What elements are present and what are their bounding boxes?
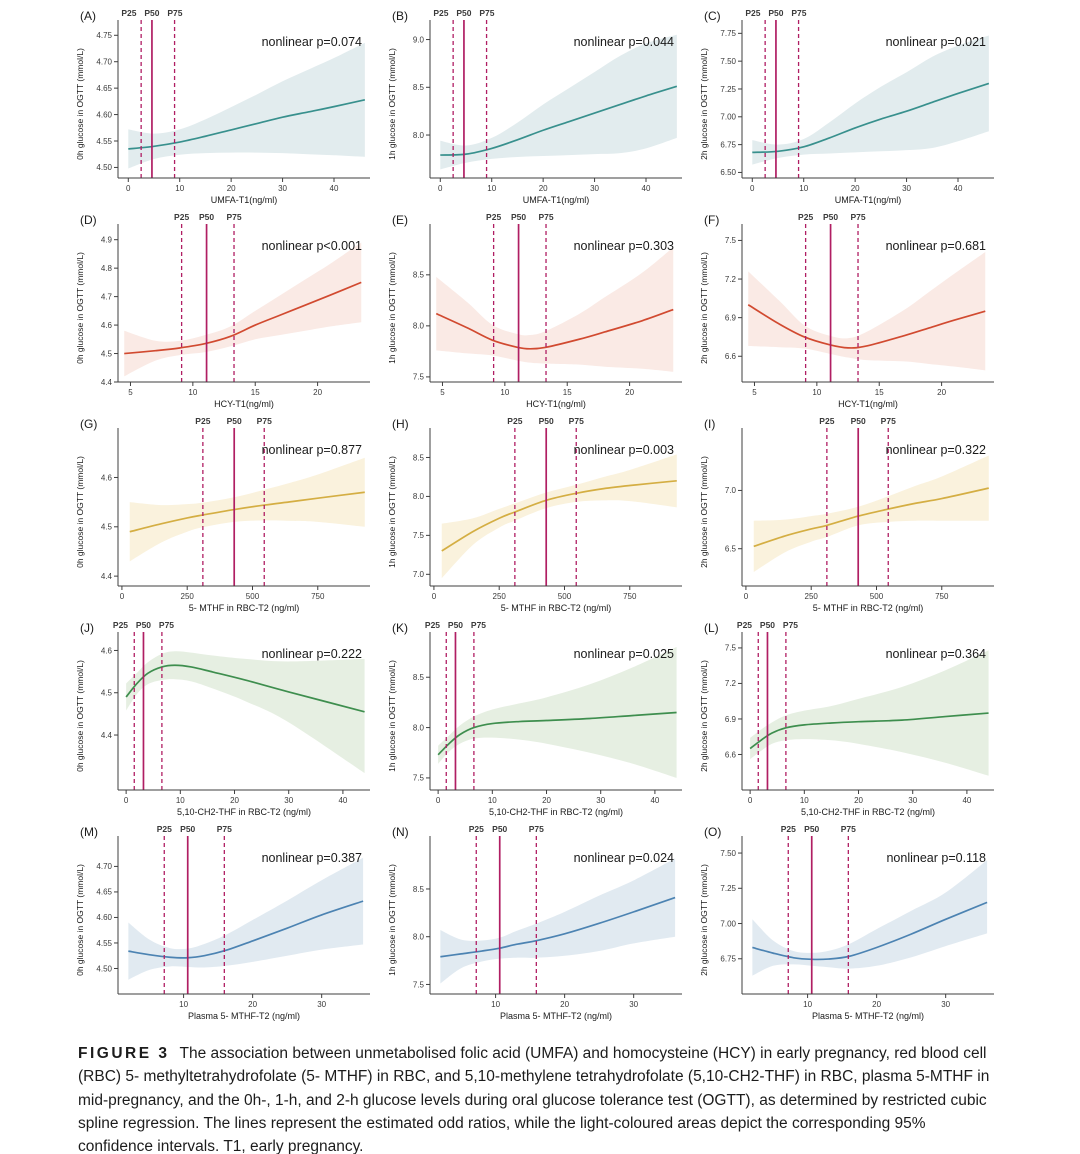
y-tick-label: 4.50 — [96, 163, 112, 173]
x-tick-label: 20 — [937, 388, 947, 397]
panel-N — [384, 822, 696, 1026]
y-tick-label: 7.00 — [720, 919, 736, 929]
y-tick-label: 8.0 — [412, 932, 424, 942]
confidence-band — [128, 858, 363, 980]
nonlinear-p-value: nonlinear p=0.118 — [886, 851, 986, 865]
panel-M-chart — [72, 822, 377, 1026]
y-tick-label: 8.5 — [412, 270, 424, 280]
nonlinear-p-value: nonlinear p=0.222 — [261, 647, 362, 661]
p25-label: P25 — [507, 416, 523, 426]
y-axis-label: 0h glucose in OGTT (mmol/L) — [75, 660, 85, 772]
panel-I — [696, 414, 1008, 618]
p50-label: P50 — [199, 212, 215, 222]
x-tick-label: 30 — [278, 184, 288, 193]
y-tick-label: 8.5 — [412, 453, 424, 463]
x-tick-label: 5 — [752, 388, 757, 397]
x-axis-label: 5- MTHF in RBC-T2 (ng/ml) — [188, 603, 300, 613]
y-tick-label: 6.6 — [724, 352, 736, 362]
y-tick-label: 7.5 — [412, 531, 424, 541]
x-tick-label: 40 — [338, 796, 348, 805]
y-tick-label: 7.2 — [724, 274, 736, 284]
x-tick-label: 10 — [803, 1000, 813, 1009]
y-tick-label: 8.5 — [412, 83, 424, 93]
nonlinear-p-value: nonlinear p=0.364 — [885, 647, 986, 661]
y-tick-label: 7.25 — [720, 884, 736, 894]
nonlinear-p-value: nonlinear p=0.025 — [573, 647, 674, 661]
p25-label: P25 — [156, 824, 172, 834]
panel-B-chart — [384, 6, 689, 210]
figure-caption — [78, 1042, 1002, 1154]
y-tick-label: 4.5 — [100, 522, 112, 532]
panel-A-chart — [72, 6, 377, 210]
x-tick-label: 0 — [750, 184, 755, 193]
y-axis-label: 0h glucose in OGTT (mmol/L) — [75, 48, 85, 160]
y-tick-label: 6.6 — [724, 750, 736, 760]
nonlinear-p-value: nonlinear p=0.681 — [885, 239, 986, 253]
x-tick-label: 40 — [962, 796, 972, 805]
nonlinear-p-value: nonlinear p=0.021 — [885, 35, 986, 49]
x-tick-label: 30 — [629, 1000, 639, 1009]
panel-F — [696, 210, 1008, 414]
x-axis-label: 5- MTHF in RBC-T2 (ng/ml) — [500, 603, 612, 613]
p25-label: P25 — [745, 8, 761, 18]
x-tick-label: 30 — [902, 184, 912, 193]
x-tick-label: 30 — [590, 184, 600, 193]
y-tick-label: 4.55 — [96, 136, 112, 146]
panel-L-chart — [696, 618, 1001, 822]
x-tick-label: 250 — [492, 592, 506, 601]
y-tick-label: 8.0 — [412, 130, 424, 140]
y-tick-label: 7.5 — [724, 236, 736, 246]
x-tick-label: 15 — [250, 388, 260, 397]
nonlinear-p-value: nonlinear p<0.001 — [261, 239, 362, 253]
panel-letter: (K) — [392, 621, 408, 635]
p75-label: P75 — [791, 8, 807, 18]
y-tick-label: 6.5 — [724, 544, 736, 554]
panel-A — [72, 6, 384, 210]
y-axis-label: 1h glucose in OGTT (mmol/L) — [387, 660, 397, 772]
y-axis-label: 0h glucose in OGTT (mmol/L) — [75, 864, 85, 976]
p50-label: P50 — [180, 824, 196, 834]
x-tick-label: 30 — [317, 1000, 327, 1009]
y-tick-label: 4.9 — [100, 235, 112, 245]
nonlinear-p-value: nonlinear p=0.877 — [261, 443, 362, 457]
p25-label: P25 — [736, 620, 753, 630]
p75-label: P75 — [167, 8, 183, 18]
panel-E-chart — [384, 210, 689, 414]
y-axis-label: 1h glucose in OGTT (mmol/L) — [387, 456, 397, 568]
y-tick-label: 4.4 — [100, 730, 112, 740]
y-tick-label: 9.0 — [412, 35, 424, 45]
y-tick-label: 7.50 — [720, 56, 736, 66]
y-tick-label: 4.4 — [100, 377, 112, 387]
x-tick-label: 20 — [625, 388, 635, 397]
y-tick-label: 7.5 — [412, 372, 424, 382]
y-tick-label: 7.00 — [720, 112, 736, 122]
p25-label: P25 — [195, 416, 211, 426]
x-tick-label: 0 — [438, 184, 443, 193]
y-tick-label: 4.60 — [96, 913, 112, 923]
x-tick-label: 20 — [538, 184, 548, 193]
x-axis-label: Plasma 5- MTHF-T2 (ng/ml) — [811, 1011, 925, 1021]
nonlinear-p-value: nonlinear p=0.003 — [573, 443, 674, 457]
p75-label: P75 — [538, 212, 554, 222]
panel-N-chart — [384, 822, 689, 1026]
y-tick-label: 4.70 — [96, 57, 112, 67]
y-tick-label: 6.75 — [720, 954, 736, 964]
confidence-band — [752, 860, 987, 976]
panel-D — [72, 210, 384, 414]
x-axis-label: 5,10-CH2-THF in RBC-T2 (ng/ml) — [800, 807, 936, 817]
y-tick-label: 8.5 — [412, 884, 424, 894]
p75-label: P75 — [528, 824, 544, 834]
x-axis-label: 5,10-CH2-THF in RBC-T2 (ng/ml) — [176, 807, 312, 817]
panel-G — [72, 414, 384, 618]
x-tick-label: 40 — [650, 796, 660, 805]
p50-label: P50 — [538, 416, 554, 426]
x-tick-label: 40 — [953, 184, 963, 193]
x-tick-label: 5 — [440, 388, 445, 397]
y-tick-label: 7.75 — [720, 29, 736, 39]
y-axis-label: 1h glucose in OGTT (mmol/L) — [387, 48, 397, 160]
p50-label: P50 — [804, 824, 820, 834]
y-tick-label: 7.5 — [412, 773, 424, 783]
panel-K — [384, 618, 696, 822]
y-tick-label: 7.50 — [720, 848, 736, 858]
panel-letter: (L) — [704, 621, 719, 635]
p75-label: P75 — [850, 212, 866, 222]
x-tick-label: 10 — [487, 796, 497, 805]
x-tick-label: 10 — [799, 184, 809, 193]
p75-label: P75 — [226, 212, 242, 222]
panel-D-chart — [72, 210, 377, 414]
figure-panel-grid — [72, 6, 1080, 1026]
y-tick-label: 8.0 — [412, 321, 424, 331]
confidence-band — [752, 36, 989, 165]
confidence-band — [442, 454, 677, 578]
panel-K-chart — [384, 618, 689, 822]
p25-label: P25 — [468, 824, 484, 834]
p25-label: P25 — [424, 620, 441, 630]
panel-letter: (H) — [392, 417, 409, 431]
x-axis-label: 5- MTHF in RBC-T2 (ng/ml) — [812, 603, 924, 613]
p50-label: P50 — [135, 620, 152, 630]
y-tick-label: 4.65 — [96, 887, 112, 897]
x-tick-label: 20 — [850, 184, 860, 193]
x-axis-label: UMFA-T1(ng/ml) — [522, 195, 590, 205]
y-tick-label: 7.0 — [724, 486, 736, 496]
p50-label: P50 — [456, 8, 472, 18]
panel-letter: (M) — [80, 825, 98, 839]
x-axis-label: UMFA-T1(ng/ml) — [834, 195, 902, 205]
y-tick-label: 7.25 — [720, 84, 736, 94]
y-tick-label: 4.5 — [100, 349, 112, 359]
panel-M — [72, 822, 384, 1026]
y-tick-label: 4.6 — [100, 320, 112, 330]
x-tick-label: 500 — [245, 592, 260, 601]
x-tick-label: 15 — [874, 388, 884, 397]
x-tick-label: 10 — [500, 388, 510, 397]
x-tick-label: 10 — [487, 184, 497, 193]
y-axis-label: 2h glucose in OGTT (mmol/L) — [699, 48, 709, 160]
y-tick-label: 4.6 — [100, 473, 112, 483]
y-axis-label: 1h glucose in OGTT (mmol/L) — [387, 252, 397, 364]
y-axis-label: 2h glucose in OGTT (mmol/L) — [699, 456, 709, 568]
panel-I-chart — [696, 414, 1001, 618]
x-tick-label: 750 — [311, 592, 325, 601]
x-tick-label: 0 — [747, 796, 753, 805]
x-tick-label: 20 — [560, 1000, 570, 1009]
confidence-band — [436, 247, 673, 372]
panel-L — [696, 618, 1008, 822]
x-tick-label: 20 — [542, 796, 551, 805]
x-tick-label: 10 — [175, 796, 185, 805]
p50-label: P50 — [492, 824, 508, 834]
p50-label: P50 — [850, 416, 866, 426]
p50-label: P50 — [759, 620, 776, 630]
y-tick-label: 4.4 — [100, 571, 112, 581]
panel-letter: (F) — [704, 213, 720, 227]
x-axis-label: HCY-T1(ng/ml) — [526, 399, 586, 409]
y-tick-label: 6.9 — [724, 714, 736, 724]
x-tick-label: 10 — [179, 1000, 189, 1009]
panel-letter: (N) — [392, 825, 409, 839]
nonlinear-p-value: nonlinear p=0.322 — [885, 443, 986, 457]
p75-label: P75 — [782, 620, 799, 630]
panel-O-chart — [696, 822, 1001, 1026]
x-tick-label: 0 — [123, 796, 129, 805]
confidence-band — [124, 243, 361, 377]
x-tick-label: 5 — [128, 388, 133, 397]
x-tick-label: 10 — [812, 388, 822, 397]
panel-J — [72, 618, 384, 822]
x-tick-label: 0 — [431, 592, 437, 601]
x-tick-label: 750 — [935, 592, 949, 601]
p25-label: P25 — [174, 212, 190, 222]
confidence-band — [440, 35, 677, 170]
p50-label: P50 — [511, 212, 527, 222]
confidence-band — [128, 43, 365, 169]
y-tick-label: 4.5 — [100, 688, 112, 698]
x-tick-label: 10 — [188, 388, 198, 397]
x-axis-label: UMFA-T1(ng/ml) — [210, 195, 278, 205]
p75-label: P75 — [470, 620, 487, 630]
x-axis-label: Plasma 5- MTHF-T2 (ng/ml) — [499, 1011, 613, 1021]
panel-H-chart — [384, 414, 689, 618]
x-tick-label: 40 — [641, 184, 651, 193]
p75-label: P75 — [256, 416, 272, 426]
x-tick-label: 30 — [941, 1000, 951, 1009]
panel-letter: (D) — [80, 213, 97, 227]
y-tick-label: 4.8 — [100, 263, 112, 273]
p75-label: P75 — [568, 416, 584, 426]
x-tick-label: 500 — [869, 592, 884, 601]
x-tick-label: 30 — [908, 796, 918, 805]
y-axis-label: 0h glucose in OGTT (mmol/L) — [75, 456, 85, 568]
nonlinear-p-value: nonlinear p=0.044 — [573, 35, 674, 49]
y-tick-label: 6.50 — [720, 168, 736, 178]
p50-label: P50 — [144, 8, 160, 18]
panel-G-chart — [72, 414, 377, 618]
y-axis-label: 1h glucose in OGTT (mmol/L) — [387, 864, 397, 976]
x-tick-label: 30 — [596, 796, 606, 805]
x-tick-label: 0 — [435, 796, 441, 805]
y-tick-label: 8.5 — [412, 673, 424, 683]
x-tick-label: 0 — [126, 184, 131, 193]
y-tick-label: 4.6 — [100, 646, 112, 656]
y-tick-label: 7.5 — [412, 980, 424, 990]
y-tick-label: 4.50 — [96, 964, 112, 974]
x-tick-label: 20 — [872, 1000, 882, 1009]
y-tick-label: 7.2 — [724, 679, 736, 689]
figure-caption-label: FIGURE 3 — [78, 1045, 170, 1062]
x-tick-label: 10 — [175, 184, 185, 193]
p75-label: P75 — [479, 8, 495, 18]
p25-label: P25 — [121, 8, 137, 18]
y-axis-label: 2h glucose in OGTT (mmol/L) — [699, 252, 709, 364]
p25-label: P25 — [798, 212, 814, 222]
nonlinear-p-value: nonlinear p=0.024 — [573, 851, 674, 865]
y-tick-label: 7.5 — [724, 643, 736, 653]
y-tick-label: 8.0 — [412, 723, 424, 733]
p50-label: P50 — [226, 416, 242, 426]
y-tick-label: 4.60 — [96, 110, 112, 120]
y-axis-label: 2h glucose in OGTT (mmol/L) — [699, 660, 709, 772]
y-tick-label: 6.9 — [724, 313, 736, 323]
y-tick-label: 4.70 — [96, 862, 112, 872]
panel-F-chart — [696, 210, 1001, 414]
p25-label: P25 — [819, 416, 835, 426]
x-axis-label: HCY-T1(ng/ml) — [838, 399, 898, 409]
y-axis-label: 0h glucose in OGTT (mmol/L) — [75, 252, 85, 364]
x-tick-label: 250 — [180, 592, 194, 601]
p25-label: P25 — [433, 8, 449, 18]
p50-label: P50 — [823, 212, 839, 222]
panel-letter: (J) — [80, 621, 94, 635]
panel-O — [696, 822, 1008, 1026]
y-tick-label: 8.0 — [412, 492, 424, 502]
x-tick-label: 0 — [743, 592, 749, 601]
panel-E — [384, 210, 696, 414]
x-axis-label: Plasma 5- MTHF-T2 (ng/ml) — [187, 1011, 301, 1021]
x-tick-label: 750 — [623, 592, 637, 601]
y-tick-label: 4.7 — [100, 292, 112, 302]
y-tick-label: 4.55 — [96, 938, 112, 948]
panel-letter: (O) — [704, 825, 722, 839]
confidence-band — [748, 252, 985, 370]
p25-label: P25 — [486, 212, 502, 222]
x-tick-label: 20 — [854, 796, 863, 805]
x-tick-label: 500 — [557, 592, 572, 601]
panel-H — [384, 414, 696, 618]
y-tick-label: 7.0 — [412, 570, 424, 580]
panel-letter: (C) — [704, 9, 721, 23]
x-tick-label: 10 — [799, 796, 809, 805]
x-tick-label: 10 — [491, 1000, 501, 1009]
p75-label: P75 — [216, 824, 232, 834]
panel-letter: (E) — [392, 213, 408, 227]
panel-letter: (G) — [80, 417, 98, 431]
panel-letter: (B) — [392, 9, 408, 23]
x-tick-label: 20 — [248, 1000, 258, 1009]
p50-label: P50 — [447, 620, 464, 630]
p75-label: P75 — [158, 620, 175, 630]
panel-letter: (A) — [80, 9, 96, 23]
y-axis-label: 2h glucose in OGTT (mmol/L) — [699, 864, 709, 976]
panel-B — [384, 6, 696, 210]
p25-label: P25 — [780, 824, 796, 834]
x-tick-label: 20 — [230, 796, 239, 805]
x-tick-label: 30 — [284, 796, 294, 805]
panel-J-chart — [72, 618, 377, 822]
panel-letter: (I) — [704, 417, 716, 431]
y-tick-label: 4.65 — [96, 83, 112, 93]
x-axis-label: HCY-T1(ng/ml) — [214, 399, 274, 409]
x-tick-label: 15 — [562, 388, 572, 397]
x-tick-label: 40 — [329, 184, 339, 193]
p75-label: P75 — [880, 416, 896, 426]
panel-C — [696, 6, 1008, 210]
panel-C-chart — [696, 6, 1001, 210]
confidence-band — [440, 858, 675, 983]
nonlinear-p-value: nonlinear p=0.074 — [261, 35, 362, 49]
x-axis-label: 5,10-CH2-THF in RBC-T2 (ng/ml) — [488, 807, 624, 817]
p75-label: P75 — [840, 824, 856, 834]
confidence-band — [130, 458, 365, 562]
nonlinear-p-value: nonlinear p=0.387 — [261, 851, 362, 865]
x-tick-label: 20 — [313, 388, 323, 397]
figure-caption-text: The association between unmetabolised folic acid (UMFA) and homocysteine (HCY) in early pregnancy, red blood cell (RBC) 5- methyltetrahydrofolate (5- MTHF) in RBC, and 5,10-methylene tetrahydrofolate (5,10-CH2-THF) in RBC, plasma 5-MTHF in mid-pregnancy, and the 0h-, 1-h, and 2-h glucose levels during oral glucose tolerance test (OGTT), as determined by restricted cubic spline regression. The lines represent the estimated odd ratios, while the light-coloured areas depict the corresponding 95% confidence intervals. T1, early pregnancy. — [78, 1045, 990, 1154]
x-tick-label: 20 — [226, 184, 236, 193]
nonlinear-p-value: nonlinear p=0.303 — [573, 239, 674, 253]
x-tick-label: 250 — [804, 592, 818, 601]
y-tick-label: 4.75 — [96, 31, 112, 41]
y-tick-label: 6.75 — [720, 140, 736, 150]
x-tick-label: 0 — [119, 592, 125, 601]
p50-label: P50 — [768, 8, 784, 18]
p25-label: P25 — [112, 620, 129, 630]
